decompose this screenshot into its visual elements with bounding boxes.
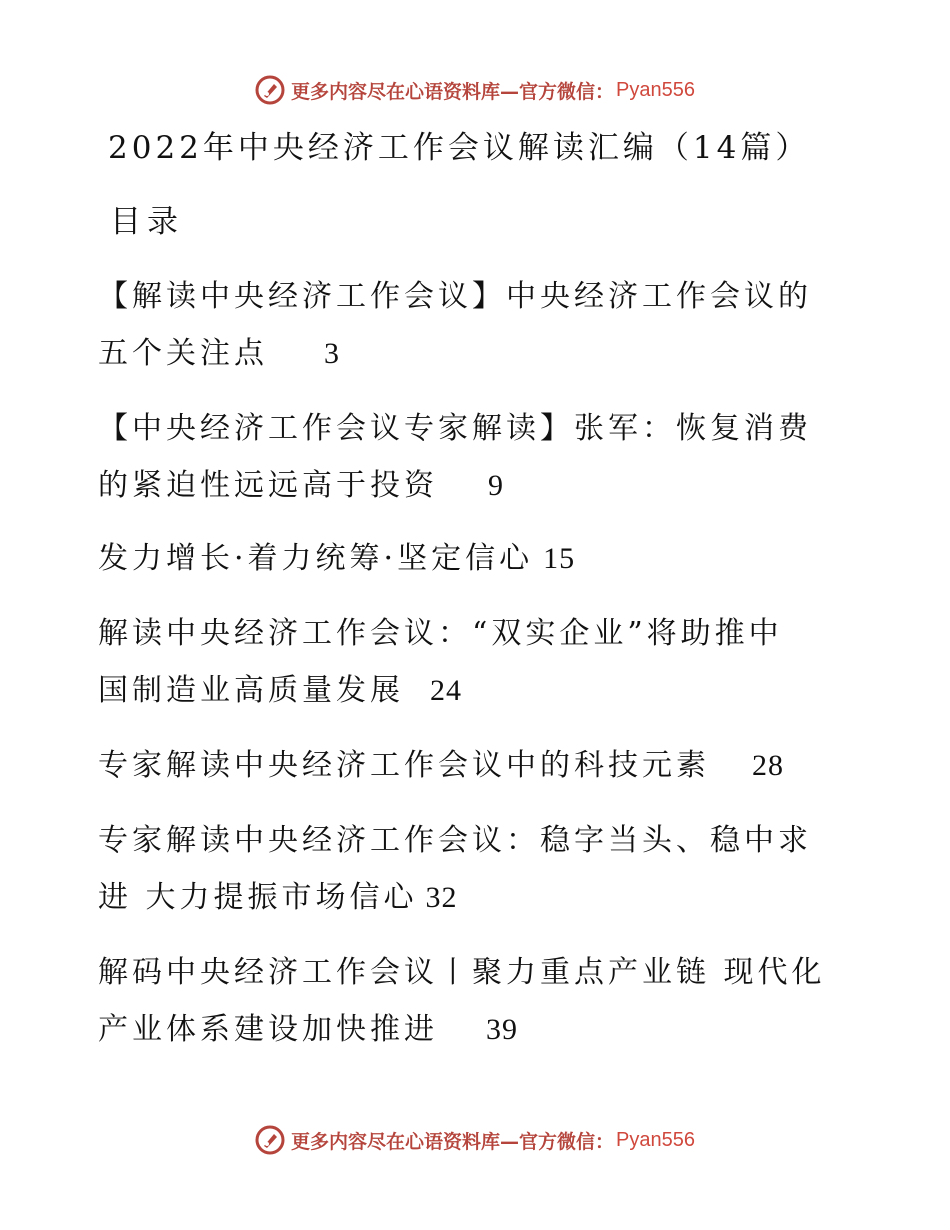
toc-page-number: 15 [543,542,576,575]
toc-entry-title-line: 的紧迫性远远高于投资 [98,468,438,503]
toc-entry-title-line: 五个关注点 [98,336,268,371]
toc-entry-title-line: 发力增长·着力统筹·坚定信心 [98,541,534,576]
toc-entry[interactable] [98,605,858,719]
document-title: 2022年中央经济工作会议解读汇编（14篇） [108,130,811,166]
toc-entry-title-line: 国制造业高质量发展 [98,673,404,708]
toc-entry[interactable] [98,812,858,926]
toc-page-number: 3 [324,337,340,370]
toc-entry[interactable] [98,530,858,587]
toc-heading: 目录 [110,204,184,240]
toc-entry[interactable] [98,944,858,1058]
toc-entry[interactable] [98,737,858,794]
toc-entry-title-line: 解读中央经济工作会议：“双实企业”将助推中 [98,616,783,651]
toc-entry[interactable] [98,400,858,514]
toc-page-number: 9 [488,469,504,502]
toc-page-number: 32 [425,881,458,914]
toc-page-number: 28 [752,749,784,782]
toc-entry-title-line: 专家解读中央经济工作会议：稳字当头、稳中求 [98,823,812,858]
toc-entry[interactable] [98,268,858,382]
watermark-text: 更多内容尽在心语资料库—官方微信： [291,80,615,103]
footer-watermark-banner [0,1120,950,1160]
watermark-text: 更多内容尽在心语资料库—官方微信： [291,1130,615,1153]
toc-entry-title-line: 【中央经济工作会议专家解读】张军：恢复消费 [98,411,812,446]
toc-entry-title-line: 【解读中央经济工作会议】中央经济工作会议的 [98,279,812,314]
toc-entry-title-line: 专家解读中央经济工作会议中的科技元素 [98,748,710,783]
pen-nib-circle-icon [255,1125,285,1155]
wechat-id: Pyan556 [616,78,695,101]
toc-entry-title-line: 解码中央经济工作会议丨聚力重点产业链 现代化 [98,955,826,990]
toc-entry-title-line: 进 大力提振市场信心 [98,880,418,915]
toc-entry-title-line: 产业体系建设加快推进 [98,1012,438,1047]
wechat-id: Pyan556 [616,1128,695,1151]
toc-page-number: 24 [430,674,462,707]
header-watermark-banner [0,70,950,110]
toc-page-number: 39 [486,1013,518,1046]
pen-nib-circle-icon [255,75,285,105]
